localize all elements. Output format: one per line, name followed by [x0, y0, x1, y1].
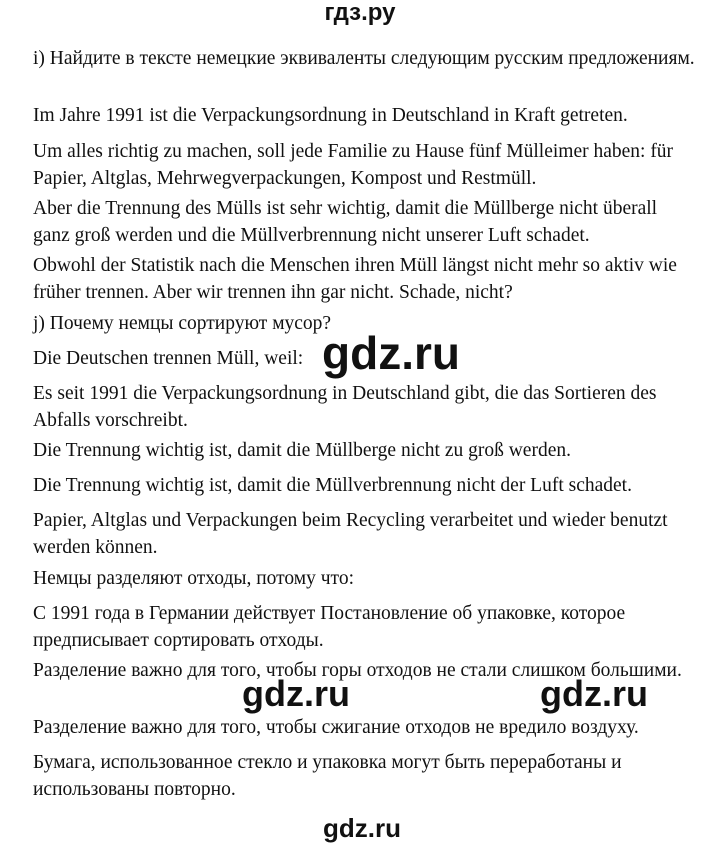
- paragraph-answer-intro-ru: Немцы разделяют отходы, потому что:: [33, 568, 354, 589]
- paragraph-answer-ru-4: Бумага, использованное стекло и упаковка могут быть переработаны и использованы повторно.: [33, 752, 622, 800]
- paragraph-answer-ru-1: С 1991 года в Германии действует Постановление об упаковке, которое предписывает сортировать отходы.: [33, 603, 626, 651]
- paragraph-answer-de-1: Es seit 1991 die Verpackungsordnung in Deutschland gibt, die das Sortieren des Abfalls vorschreibt.: [33, 383, 657, 431]
- paragraph-german-2: Um alles richtig zu machen, soll jede Familie zu Hause fünf Mülleimer haben: für Papier, Altglas, Mehrwegverpackungen, Kompost und Restmüll.: [33, 141, 674, 189]
- paragraph-german-4: Obwohl der Statistik nach die Menschen ihren Müll längst nicht mehr so aktiv wie früher trennen. Aber wir trennen ihn gar nicht. Schade, nicht?: [33, 255, 677, 303]
- paragraph-answer-ru-3: Разделение важно для того, чтобы сжигание отходов не вредило воздуху.: [33, 717, 639, 738]
- watermark-lower-right: gdz.ru: [540, 673, 648, 714]
- paragraph-answer-de-4: Papier, Altglas und Verpackungen beim Recycling verarbeitet und wieder benutzt werden können.: [33, 510, 668, 558]
- watermark-footer: gdz.ru: [323, 813, 401, 843]
- paragraph-answer-intro-de: Die Deutschen trennen Müll, weil:: [33, 348, 304, 369]
- paragraph-german-3: Aber die Trennung des Mülls ist sehr wichtig, damit die Müllberge nicht überall ganz groß werden und die Müllverbrennung nicht unserer Luft schadet.: [33, 198, 658, 246]
- paragraph-task-j: j) Почему немцы сортируют мусор?: [33, 313, 332, 334]
- paragraph-answer-de-2: Die Trennung wichtig ist, damit die Müllberge nicht zu groß werden.: [33, 440, 571, 461]
- paragraph-answer-de-3: Die Trennung wichtig ist, damit die Müllverbrennung nicht der Luft schadet.: [33, 475, 632, 496]
- paragraph-answer-ru-2: Разделение важно для того, чтобы горы отходов не стали слишком большими.: [33, 660, 682, 681]
- watermark-center: gdz.ru: [322, 327, 460, 379]
- site-header-title: гдз.ру: [324, 0, 396, 26]
- paragraph-task-i: i) Найдите в тексте немецкие эквиваленты следующим русским предложениям.: [33, 48, 695, 69]
- paragraph-german-1: Im Jahre 1991 ist die Verpackungsordnung in Deutschland in Kraft getreten.: [33, 105, 628, 126]
- watermark-lower-left: gdz.ru: [242, 673, 350, 714]
